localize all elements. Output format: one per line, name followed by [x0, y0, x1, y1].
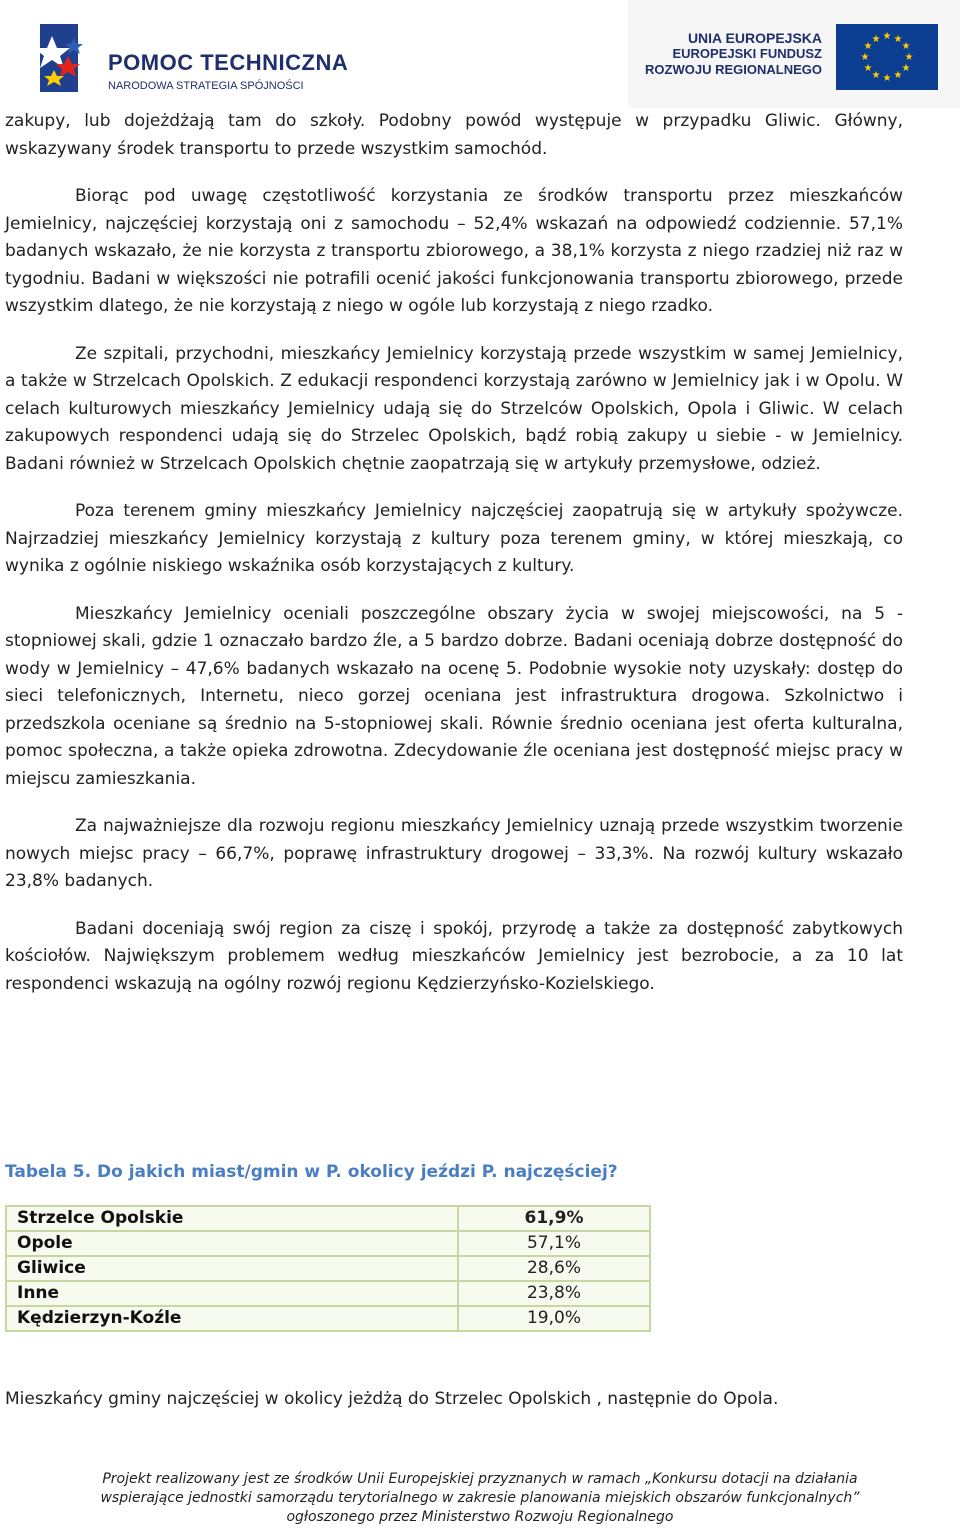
svg-text:★: ★ [904, 52, 914, 63]
after-table-text: Mieszkańcy gminy najczęściej w okolicy jeżdżą do Strzelec Opolskich , następnie do Opola. [5, 1389, 779, 1409]
footer-line-3: ogłoszonego przez Ministerstwo Rozwoju Regionalnego [286, 1509, 674, 1525]
page-footer [0, 1470, 960, 1527]
table-cell-value: 57,1% [458, 1231, 650, 1256]
paragraph-3: Ze szpitali, przychodni, mieszkańcy Jemielnicy korzystają przede wszystkim w samej Jemielnicy, a także w Strzelcach Opolskich. Z edukacji respondenci korzystają zarówno w Jemielnicy jak i w Opolu. W celach kulturowych mieszkańcy Jemielnicy udają się do Strzelców Opolskich, Opola i Gliwic. W celach zakupowych respondenci udają się do Strzelec Opolskich, bądź robią zakupy u siebie - w Jemielnicy. Badani również w Strzelcach Opolskich chętnie zaopatrzają się w artykuły przemysłowe, odzież. [5, 343, 903, 474]
svg-text:★: ★ [882, 73, 892, 84]
table-cell-value: 28,6% [458, 1256, 650, 1281]
eu-line-3: ROZWOJU REGIONALNEGO [645, 62, 822, 77]
svg-text:★: ★ [871, 70, 881, 81]
logo-title: POMOC TECHNICZNA [108, 50, 349, 75]
svg-text:★: ★ [893, 70, 903, 81]
svg-text:★: ★ [863, 41, 873, 52]
table-cell-city: Kędzierzyn-Koźle [6, 1306, 458, 1331]
main-text [5, 108, 903, 998]
cities-table [5, 1205, 651, 1332]
eu-logo [628, 0, 960, 108]
svg-text:★: ★ [863, 63, 873, 74]
svg-text:★: ★ [871, 34, 881, 45]
logo-subtitle: NARODOWA STRATEGIA SPÓJNOŚCI [108, 80, 304, 92]
eu-line-1: UNIA EUROPEJSKA [687, 30, 822, 46]
eu-flag-icon [836, 24, 938, 90]
paragraph-4: Poza terenem gminy mieszkańcy Jemielnicy najczęściej zaopatrują się w artykuły spożywcze. Najrzadziej mieszkańcy Jemielnicy korzystają z kultury poza terenem gminy, w której mieszkają, co wynika z ogólnie niskiego wskaźnika osób korzystających z kultury. [5, 501, 903, 576]
table-row [6, 1231, 650, 1256]
paragraph-6: Za najważniejsze dla rozwoju regionu mieszkańcy Jemielnicy uznają przede wszystkim tworzenie nowych miejsc pracy – 66,7%, poprawę infrastruktury drogowej – 33,3%. Na rozwój kultury wskazało 23,8% badanych. [5, 816, 903, 891]
svg-text:★: ★ [893, 34, 903, 45]
nss-stars-icon [30, 16, 102, 94]
pomoc-techniczna-logo [30, 16, 350, 94]
table-cell-city: Gliwice [6, 1256, 458, 1281]
table-row [6, 1256, 650, 1281]
table-row [6, 1306, 650, 1331]
footer-line-1: Projekt realizowany jest ze środków Unii Europejskiej przyznanych w ramach „Konkursu dotacji na działania [102, 1471, 858, 1487]
svg-text:★: ★ [901, 63, 911, 74]
svg-text:★: ★ [901, 41, 911, 52]
eu-logo-text [622, 30, 822, 78]
table-cell-city: Opole [6, 1231, 458, 1256]
table-cell-value: 23,8% [458, 1281, 650, 1306]
paragraph-7: Badani doceniają swój region za ciszę i spokój, przyrodę a także za dostępność zabytkowych kościołów. Największym problemem według mieszkańców Jemielnicy jest bezrobocie, a za 10 lat respondenci wskazują na ogólny rozwój regionu Kędzierzyńsko-Kozielskiego. [5, 918, 903, 994]
table-cell-value: 61,9% [458, 1206, 650, 1231]
table-row [6, 1206, 650, 1231]
eu-line-2: EUROPEJSKI FUNDUSZ [672, 46, 822, 61]
paragraph-1: zakupy, lub dojeżdżają tam do szkoły. Podobny powód występuje w przypadku Gliwic. Główny, wskazywany środek transportu to przede wszystkim samochód. [5, 111, 903, 159]
table-cell-city: Strzelce Opolskie [6, 1206, 458, 1231]
paragraph-5: Mieszkańcy Jemielnicy oceniali poszczególne obszary życia w swojej miejscowości, na 5 - stopniowej skali, gdzie 1 oznaczało bardzo źle, a 5 bardzo dobrze. Badani oceniają dobrze dostępność do wody w Jemielnicy – 47,6% badanych wskazało na ocenę 5. Podobnie wysokie noty uzyskały: dostęp do sieci telefonicznych, Internetu, nieco gorzej oceniana jest infrastruktura drogowa. Szkolnictwo i przedszkola oceniane są średnio na 5-stopniowej skali. Równie średnio oceniana jest oferta kulturalna, pomoc społeczna, a także opieka zdrowotna. Zdecydowanie źle oceniana jest dostępność miejsc pracy w miejscu zamieszkania. [5, 603, 903, 789]
svg-text:★: ★ [882, 31, 892, 42]
table-cell-value: 19,0% [458, 1306, 650, 1331]
table-cell-city: Inne [6, 1281, 458, 1306]
page-header [0, 0, 960, 105]
footer-line-2: wspierające jednostki samorządu terytorialnego w zakresie planowania miejskich obszarów funkcjonalnych” [100, 1490, 860, 1506]
table-row [6, 1281, 650, 1306]
svg-text:★: ★ [860, 52, 870, 63]
table-caption: Tabela 5. Do jakich miast/gmin w P. okolicy jeździ P. najczęściej? [5, 1162, 618, 1182]
paragraph-2: Biorąc pod uwagę częstotliwość korzystania ze środków transportu przez mieszkańców Jemielnicy, najczęściej korzystają oni z samochodu – 52,4% wskazań na odpowiedź codziennie. 57,1% badanych wskazało, że nie korzysta z transportu zbiorowego, a 38,1% korzysta z niego rzadziej niż raz w tygodniu. Badani w większości nie potrafili ocenić jakości funkcjonowania transportu zbiorowego, przede wszystkim dlatego, że nie korzystają z niego w ogóle lub korzystają z niego rzadko. [5, 186, 903, 316]
